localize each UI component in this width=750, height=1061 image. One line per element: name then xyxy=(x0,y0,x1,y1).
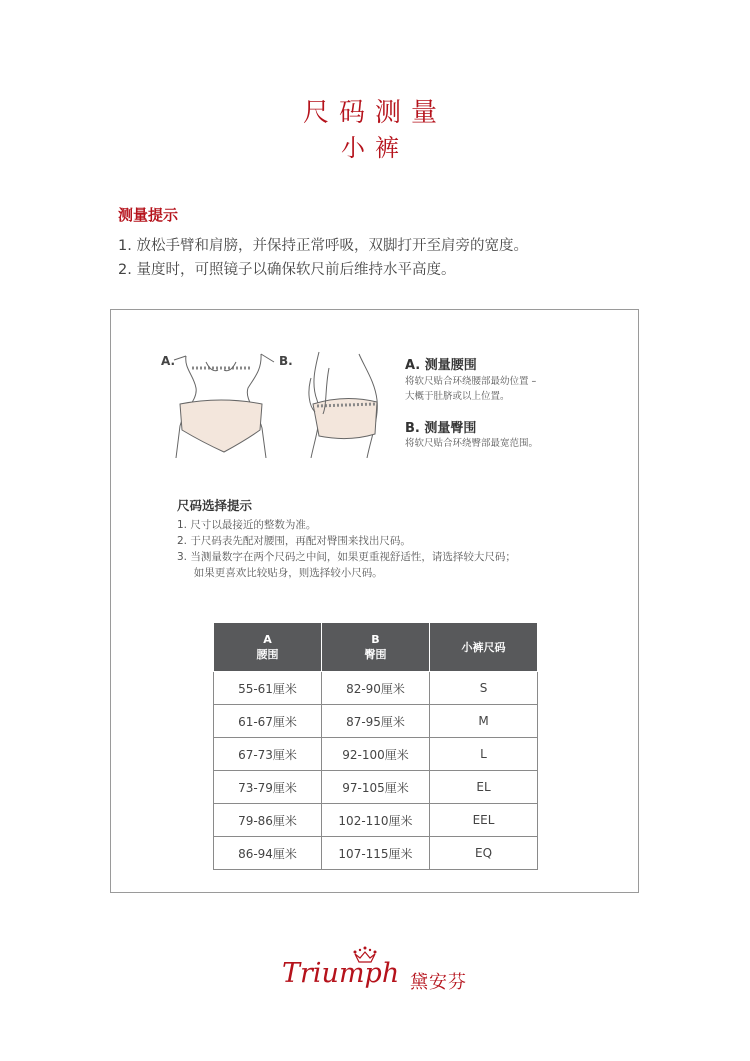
waist-cell: 61-67厘米 xyxy=(214,705,322,738)
header-hip: B 臀围 xyxy=(322,623,430,672)
table-row xyxy=(214,771,538,804)
brand-name: Triumph xyxy=(282,958,400,989)
header-waist: A 腰围 xyxy=(214,623,322,672)
tips-heading: 测量提示 xyxy=(118,206,179,224)
table-header-row xyxy=(214,623,538,672)
hip-cell: 87-95厘米 xyxy=(322,705,430,738)
table-row xyxy=(214,705,538,738)
figure-b-hip-illustration xyxy=(289,348,389,458)
selection-item: 2. 于尺码表先配对腰围，再配对臀围来找出尺码。 xyxy=(177,535,411,547)
size-cell: EEL xyxy=(430,804,538,837)
table-row xyxy=(214,804,538,837)
hip-cell: 102-110厘米 xyxy=(322,804,430,837)
hip-cell: 92-100厘米 xyxy=(322,738,430,771)
waist-heading: A. 测量腰围 xyxy=(405,358,477,373)
page-title: 尺码测量 xyxy=(302,98,447,128)
hip-desc-line: 将软尺贴合环绕臀部最宽范围。 xyxy=(405,438,539,449)
selection-item: 如果更喜欢比较贴身，则选择较小尺码。 xyxy=(177,567,383,579)
hip-cell: 82-90厘米 xyxy=(322,672,430,705)
waist-cell: 73-79厘米 xyxy=(214,771,322,804)
tip-item: 2. 量度时，可照镜子以确保软尺前后维持水平高度。 xyxy=(118,262,456,278)
brand-logo xyxy=(282,946,482,1006)
waist-cell: 86-94厘米 xyxy=(214,837,322,870)
waist-cell: 67-73厘米 xyxy=(214,738,322,771)
hip-cell: 107-115厘米 xyxy=(322,837,430,870)
waist-desc-line: 大概于肚脐或以上位置。 xyxy=(405,391,510,402)
size-cell: L xyxy=(430,738,538,771)
size-cell: EQ xyxy=(430,837,538,870)
waist-cell: 79-86厘米 xyxy=(214,804,322,837)
header-size: 小裤尺码 xyxy=(430,623,538,672)
brand-name-cn: 黛安芬 xyxy=(410,972,467,993)
table-row xyxy=(214,837,538,870)
waist-desc-line: 将软尺贴合环绕腰部最幼位置 – xyxy=(405,376,537,387)
size-table xyxy=(213,622,538,870)
measurement-panel xyxy=(110,309,639,893)
selection-item: 1. 尺寸以最接近的整数为准。 xyxy=(177,519,317,531)
table-row xyxy=(214,738,538,771)
tip-item: 1. 放松手臂和肩膀，并保持正常呼吸，双脚打开至肩旁的宽度。 xyxy=(118,238,528,254)
hip-heading: B. 测量臀围 xyxy=(405,421,477,436)
figure-a-waist-illustration xyxy=(166,348,276,458)
waist-cell: 55-61厘米 xyxy=(214,672,322,705)
table-row xyxy=(214,672,538,705)
selection-heading: 尺码选择提示 xyxy=(177,498,253,513)
size-cell: EL xyxy=(430,771,538,804)
figure-a-label: A. xyxy=(161,354,176,368)
page-subtitle: 小裤 xyxy=(341,134,409,162)
figure-b-label: B. xyxy=(279,354,293,368)
selection-item: 3. 当测量数字在两个尺码之中间，如果更重视舒适性，请选择较大尺码； xyxy=(177,551,516,563)
hip-cell: 97-105厘米 xyxy=(322,771,430,804)
size-cell: M xyxy=(430,705,538,738)
size-cell: S xyxy=(430,672,538,705)
